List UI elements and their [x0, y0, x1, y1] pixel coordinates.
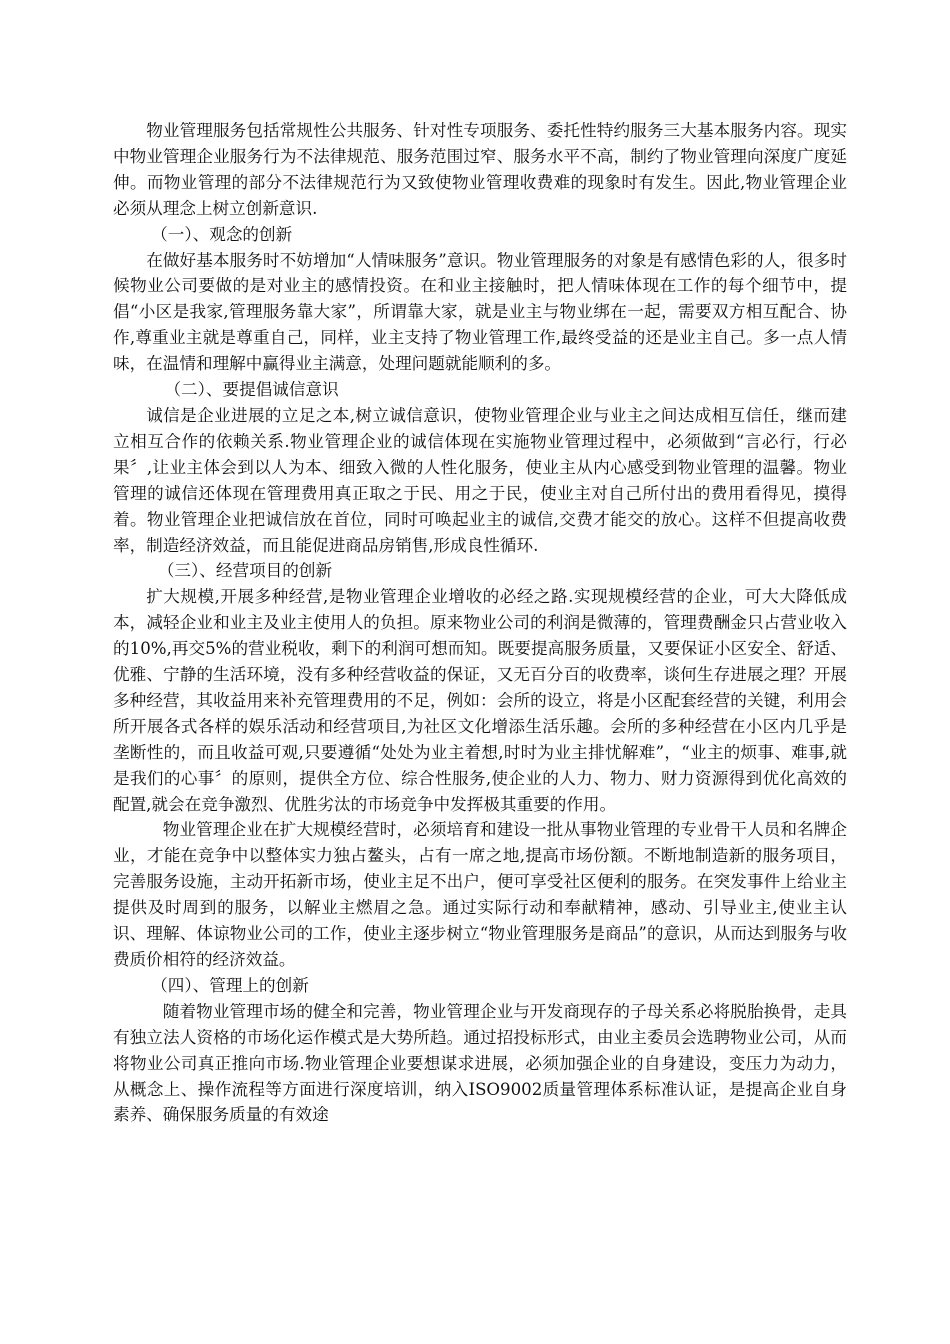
section-3-paragraph-1: 扩大规模,开展多种经营,是物业管理企业增收的必经之路.实现规模经营的企业，可大大降低成本，减轻企业和业主及业主使用人的负担。原来物业公司的利润是微薄的，管理费酬金只占营业收入的10%,再交5%的营业税收，剩下的利润可想而知。既要提高服务质量，又要保证小区安全、舒适、优雅、宁静的生活环境，没有多种经营收益的保证，又无百分百的收费率，谈何生存进展之理？开展多种经营，其收益用来补充管理费用的不足，例如：会所的设立，将是小区配套经营的关键，利用会所开展各式各样的娱乐活动和经营项目,为社区文化增添生活乐趣。会所的多种经营在小区内几乎是垄断性的，而且收益可观,只要遵循“处处为业主着想,时时为业主排忧解难”，“业主的烦事、难事,就是我们的心事〞的原则，提供全方位、综合性服务,使企业的人力、物力、财力资源得到优化高效的配置,就会在竞争激烈、优胜劣汰的市场竞争中发挥极其重要的作用。	[113, 587, 847, 814]
document-page	[113, 118, 847, 1128]
section-heading-4: （四）、管理上的创新	[151, 975, 309, 995]
section-3-paragraph-2: 物业管理企业在扩大规模经营时，必须培育和建设一批从事物业管理的专业骨干人员和名牌企业，才能在竞争中以整体实力独占鳌头，占有一席之地,提高市场份额。不断地制造新的服务项目，完善服务设施，主动开拓新市场，使业主足不出户，便可享受社区便利的服务。在突发事件上给业主提供及时周到的服务，以解业主燃眉之急。通过实际行动和奉献精神，感动、引导业主,使业主认识、理解、体谅物业公司的工作，使业主逐步树立“物业管理服务是商品”的意识，从而达到服务与收费质价相符的经济效益。	[113, 820, 847, 969]
section-heading-2: （二）、要提倡诚信意识	[164, 380, 339, 400]
section-4-paragraph: 随着物业管理市场的健全和完善，物业管理企业与开发商现存的子母关系必将脱胎换骨，走具有独立法人资格的市场化运作模式是大势所趋。通过招投标形式，由业主委员会选聘物业公司，从而将物业公司真正推向市场.物业管理企业要想谋求进展，必须加强企业的自身建设，变压力为动力，从概念上、操作流程等方面进行深度培训，纳入ISO9002质量管理体系标准认证，是提高企业自身素养、确保服务质量的有效途	[113, 1001, 847, 1125]
intro-paragraph: 物业管理服务包括常规性公共服务、针对性专项服务、委托性特约服务三大基本服务内容。现实中物业管理企业服务行为不法律规范、服务范围过窄、服务水平不高，制约了物业管理向深度广度延伸。而物业管理的部分不法律规范行为又致使物业管理收费难的现象时有发生。因此,物业管理企业必须从理念上树立创新意识.	[113, 121, 847, 218]
section-2-paragraph: 诚信是企业进展的立足之本,树立诚信意识，使物业管理企业与业主之间达成相互信任，继而建立相互合作的依赖关系.物业管理企业的诚信体现在实施物业管理过程中，必须做到“言必行，行必果〞,让业主体会到以人为本、细致入微的人性化服务，使业主从内心感受到物业管理的温馨。物业管理的诚信还体现在管理费用真正取之于民、用之于民，使业主对自己所付出的费用看得见，摸得着。物业管理企业把诚信放在首位，同时可唤起业主的诚信,交费才能交的放心。这样不但提高收费率，制造经济效益，而且能促进商品房销售,形成良性循环.	[113, 405, 847, 555]
section-heading-3: （三）、经营项目的创新	[157, 561, 333, 581]
section-heading-1: （一）、观念的创新	[151, 224, 293, 244]
section-1-paragraph: 在做好基本服务时不妨增加“人情味服务”意识。物业管理服务的对象是有感情色彩的人，很多时候物业公司要做的是对业主的感情投资。在和业主接触时，把人情味体现在工作的每个细节中，提倡“小区是我家,管理服务靠大家”，所谓靠大家，就是业主与物业绑在一起，需要双方相互配合、协作,尊重业主就是尊重自己，同样，业主支持了物业管理工作,最终受益的还是业主自己。多一点人情味，在温情和理解中赢得业主满意，处理问题就能顺利的多。	[113, 250, 847, 374]
